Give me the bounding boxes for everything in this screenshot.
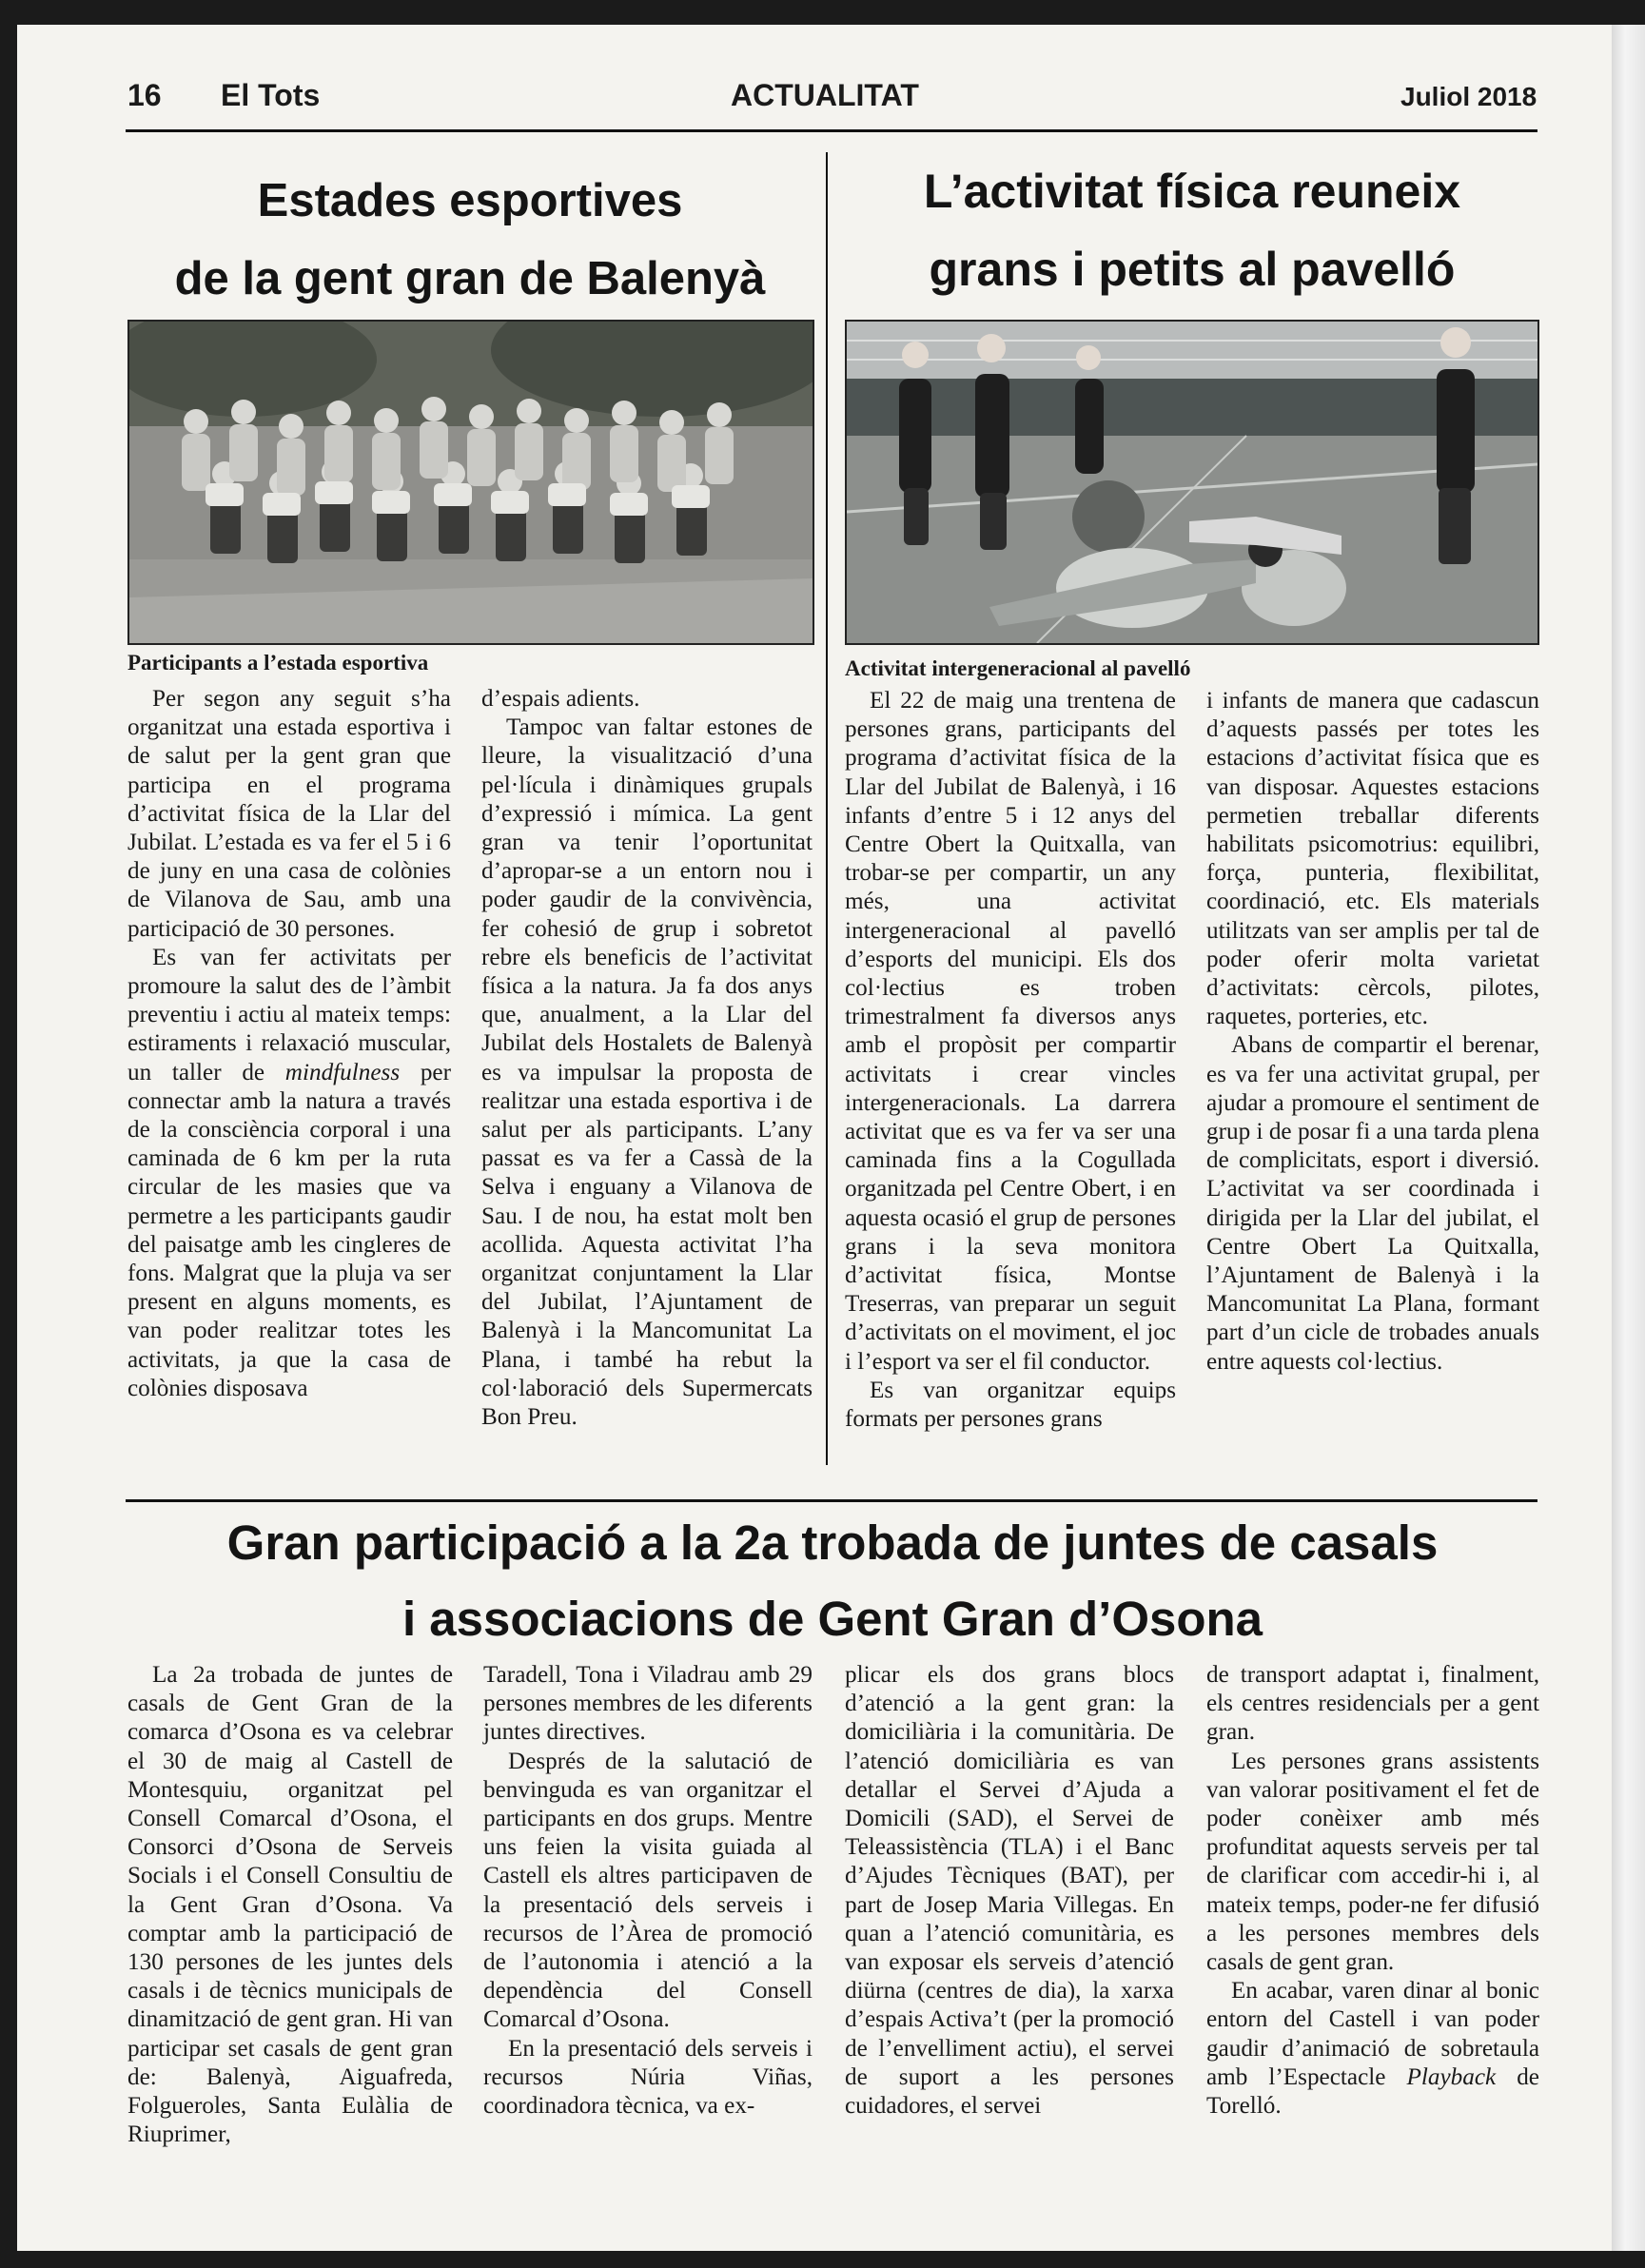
article3-col4-para3-italic: Playback [1406,2063,1497,2090]
article1-col1-para2-end: per connectar amb la natura a través de la consciència corporal i una caminada de 6 km per la ruta circular de les masies que va permetre a les participants gaudir del paisatge amb les cingleres de fons. Malgrat que la pluja va ser present en alguns moments, es van poder realitzar totes les activitats, ja que la casa de colònies disposava [127,1059,451,1401]
article2-photo [845,320,1539,645]
publication-name: El Tots [221,78,321,112]
article3-col4-para3-end: de Torelló. [1206,2063,1539,2120]
article3-column4 [1206,1661,1539,2121]
article2-headline [845,152,1539,308]
article3-col1-para1: La 2a trobada de juntes de casals de Gent Gran de la comarca d’Osona es va celebrar el 30 de maig al Castell de Montesquiu, organitzat pel Consell Comarcal d’Osona, el Consorci d’Osona de Serveis Socials i el Consell Consultiu de la Gent Gran d’Osona. Va comptar amb la participació de 130 persones de les juntes dels casals i de tècnics municipals de dinamització de gent gran. Hi van participar set casals de gent gran de: Balenyà, Aiguafreda, Folgueroles, Santa Eulàlia de Riuprimer, [127,1662,453,2148]
article2-column2 [1206,687,1539,1377]
article1-column1 [127,685,451,1403]
article1-headline [127,162,813,318]
article2-column1 [845,687,1176,1434]
header-rule [126,129,1537,132]
article3-col3-para1: plicar els dos grans blocs d’atenció a la gent gran: la domiciliària i la comunitària. De l’atenció domiciliària es van detallar el Servei d’Ajuda a Domicili (SAD), el Servei de Teleassistència (TLA) i el Banc d’Ajudes Tècniques (BAT), per part de Josep Maria Villegas. En quan a l’atenció comunitària, es van exposar els serveis d’atenció diürna (centres de dia), la xarxa d’espais Activa’t (per la promoció de l’envelliment actiu), el servei de suport a les persones cuidadores, el servei [845,1662,1174,2120]
article2-col2-para1: i infants de manera que cadascun d’aquests passés per totes les estacions d’activitat física que es van disposar. Aquestes estacions permetien treballar diferents habilitats psicomotrius: equilibri, força, punteria, flexibilitat, coordinació, etc. Els materials utilitzats van ser amplis per tal de poder oferir molta varietat d’activitats: cèrcols, pilotes, raquetes, porteries, etc. [1206,688,1539,1030]
article3-column3 [845,1661,1174,2121]
section-divider [126,1499,1537,1502]
article1-col1-para2-italic: mindfulness [284,1059,401,1085]
article1-col1-para2-start: Es van fer activitats per promoure la salut des de l’àmbit preventiu i actiu al mateix temps: estiraments i relaxació muscular, un taller de [127,944,451,1085]
article2-col2-para2: Abans de compartir el berenar, es va fer una activitat grupal, per ajudar a promoure el sentiment de grup i de posar fi a una tarda plena de complicitats, esport i diversió. L’activitat va ser coordinada i dirigida per la Llar del jubilat, el Centre Obert La Quitxalla, l’Ajuntament de Balenyà i la Mancomunitat La Plana, formant part d’un cicle de trobades anuals entre aquests col·lectius. [1206,1032,1539,1375]
article3-headline-line1: Gran participació a la 2a trobada de juntes de casals [226,1515,1439,1570]
article3-col2-para1: Taradell, Tona i Viladrau amb 29 persones membres de les diferents juntes directives. [483,1662,813,1746]
article2-caption: Activitat intergeneracional al pavelló [845,656,1191,680]
article3-column2 [483,1661,813,2121]
article2-col1-para2: Es van organitzar equips formats per persones grans [845,1377,1176,1433]
group-photo-outdoor [129,322,813,643]
article1-headline-line2: de la gent gran de Balenyà [174,253,766,304]
article1-headline-line1: Estades esportives [257,175,683,226]
article1-col2-para1: d’espais adients. [481,686,640,712]
issue-date: Juliol 2018 [1400,82,1537,111]
article3-headline-line2: i associacions de Gent Gran d’Osona [401,1592,1263,1646]
article1-col1-para1: Per segon any seguit s’ha organitzat una estada esportiva i de salut per la gent gran que participa en el programa d’activitat física de la Llar del Jubilat. L’estada es va fer el 5 i 6 de juny en una casa de colònies de Vilanova de Sau, amb una participació de 30 persones. [127,686,451,942]
article3-col4-para2: Les persones grans assistents van valorar positivament el fet de poder conèixer amb més profunditat aquests serveis per tal de clarificar com accedir-hi i, al mateix temps, poder-ne fer difusió a les persones membres dels casals de gent gran. [1206,1748,1539,1976]
article3-col4-para3 [1206,1977,1539,2121]
section-name: ACTUALITAT [731,78,919,112]
page-number: 16 [127,78,162,112]
article1-column2 [481,685,813,1432]
page-edge [1612,25,1645,2251]
article3-col4-para1: de transport adaptat i, finalment, els centres residencials per a gent gran. [1206,1662,1539,1746]
article3-col2-para2: Després de la salutació de benvinguda es van organitzar el participants en dos grups. Mentre uns feien la visita guiada al Castell els altres participaven de la presentació dels serveis i recursos de l’Àrea de promoció de l’autonomia i atenció a la dependència del Consell Comarcal d’Osona. [483,1748,813,2033]
article1-col2-para2: Tampoc van faltar estones de lleure, la visualització d’una pel·lícula i dinàmiques grupals d’expressió i mímica. La gent gran va tenir l’oportunitat d’apropar-se a un entorn nou i poder gaudir de la convivència, fer cohesió de grup i sobretot rebre els beneficis de l’activitat física a la natura. Ja fa dos anys que, anualment, a la Llar del Jubilat dels Hostalets de Balenyà es va impulsar la proposta de realitzar una estada esportiva i de salut per als participants. L’any passat es va fer a Cassà de la Selva i enguany a Vilanova de Sau. I de nou, ha estat molt ben acollida. Aquesta activitat l’ha organitzat conjuntament la Llar del Jubilat, l’Ajuntament de Balenyà i la Mancomunitat La Plana, i també ha rebut la col·laboració dels Supermercats Bon Preu. [481,714,813,1431]
article1-caption: Participants a l’estada esportiva [127,651,429,675]
article1-photo [127,320,814,645]
article2-col1-para1: El 22 de maig una trentena de persones grans, participants del programa d’activitat física de la Llar del Jubilat de Balenyà, i 16 infants d’entre 5 i 12 anys del Centre Obert la Quitxalla, van trobar-se per compartir, un any més, una activitat intergeneracional al pavelló d’esports del municipi. Els dos col·lectius es troben trimestralment fa diversos anys amb el propòsit per compartir activitats i crear vincles intergeneracionals. La darrera activitat que es va fer va ser una caminada fins a la Cogullada organitzada pel Centre Obert, i en aquesta ocasió el grup de persones grans i la seva monitora d’activitat física, Montse Treserras, van preparar un seguit d’activitats on el moviment, el joc i l’esport va ser el fil conductor. [845,688,1176,1375]
column-divider [826,152,828,1465]
article3-headline [114,1505,1551,1657]
article3-col2-para3: En la presentació dels serveis i recursos Núria Viñas, coordinadora tècnica, va ex- [483,2035,813,2120]
article2-headline-line2: grans i petits al pavelló [929,243,1456,296]
article1-col1-para2 [127,944,451,1403]
article3-col4-para3-start: En acabar, varen dinar al bonic entorn del Castell i van poder gaudir d’animació de sobretaula amb l’Espectacle [1206,1978,1539,2090]
article2-headline-line1: L’activitat física reuneix [923,165,1461,218]
article3-column1 [127,1661,453,2149]
gym-activity-photo [847,322,1537,643]
